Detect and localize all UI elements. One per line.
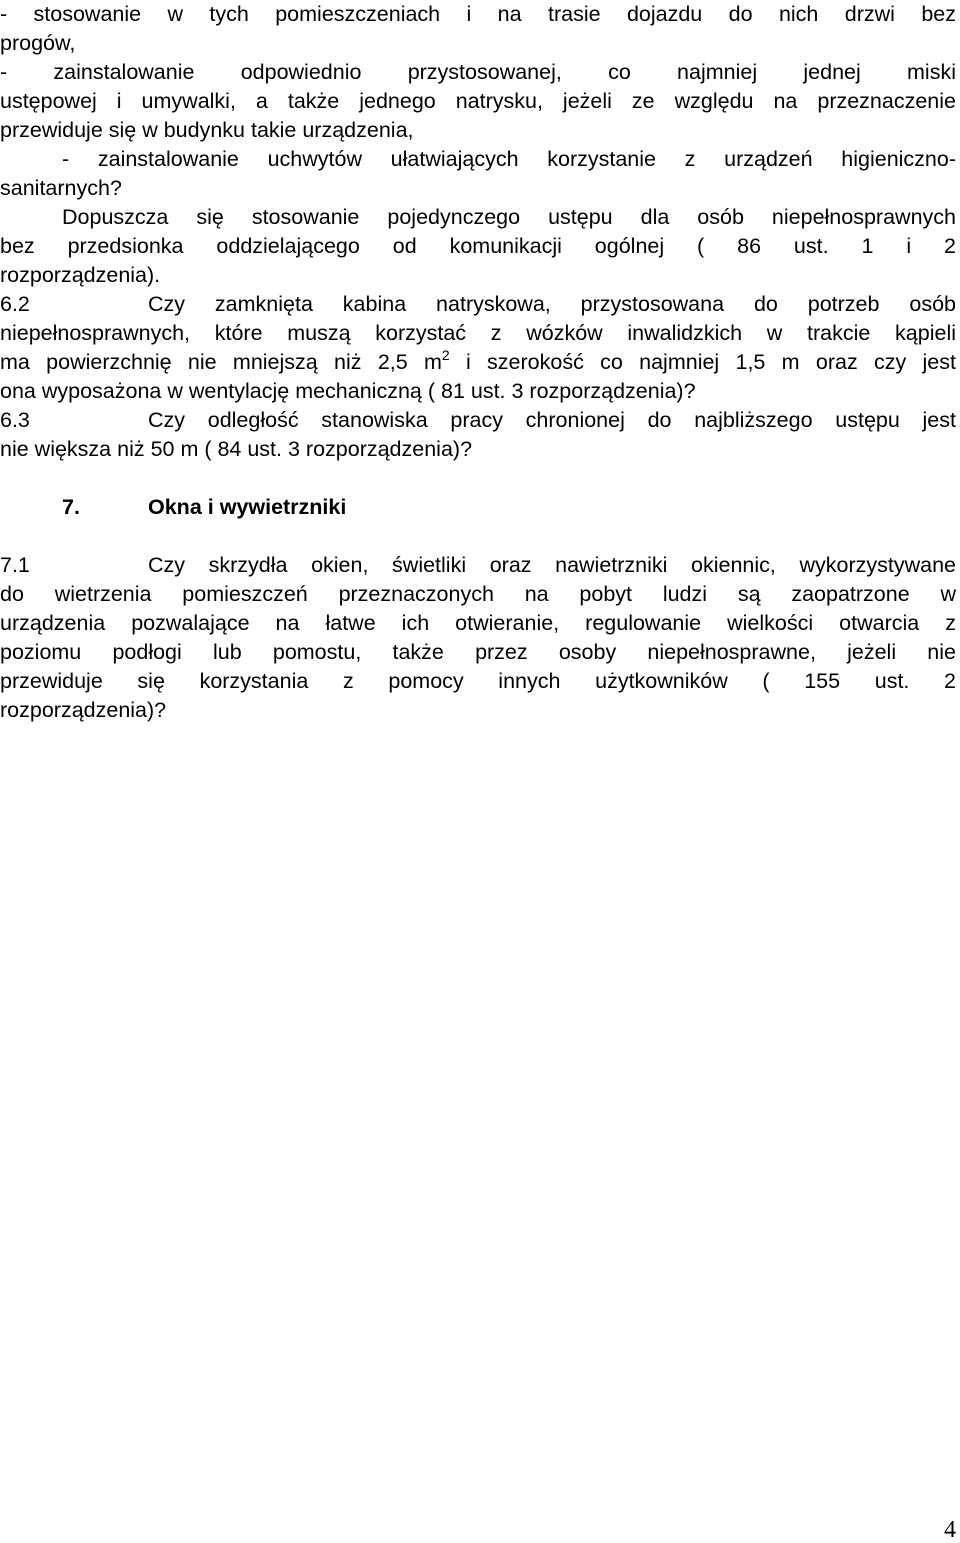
question-text: Czy skrzydła okien, świetliki oraz nawietrzniki okiennic, wykorzystywane: [148, 553, 956, 577]
text-line: ustępowej i umywalki, a także jednego natrysku, jeżeli ze względu na przeznaczenie: [0, 89, 956, 113]
text-line: rozporządzenia)?: [0, 698, 167, 722]
text-line: rozporządzenia).: [0, 263, 161, 287]
text-line: niepełnosprawnych, które muszą korzystać z wózków inwalidzkich w trakcie kąpieli: [0, 321, 956, 345]
text-line: ona wyposażona w wentylację mechaniczną ( 81 ust. 3 rozporządzenia)?: [0, 379, 696, 403]
section-number: 7.: [62, 495, 80, 519]
question-text: Czy odległość stanowiska pracy chronionej do najbliższego ustępu jest: [148, 408, 956, 432]
section-title: Okna i wywietrzniki: [148, 495, 347, 519]
question-text: Czy zamknięta kabina natryskowa, przystosowana do potrzeb osób: [148, 292, 956, 316]
page-number: 4: [944, 1517, 956, 1543]
text-line: przewiduje się korzystania z pomocy innych użytkowników ( 155 ust. 2: [0, 669, 956, 693]
text-line: progów,: [0, 31, 76, 55]
text-line: [0, 348, 956, 377]
text-segment: i szerokość co najmniej 1,5 m oraz czy jest: [449, 350, 956, 374]
question-6-3: [0, 406, 956, 435]
section-heading: [0, 493, 956, 522]
text-line: - zainstalowanie uchwytów ułatwiających korzystanie z urządzeń higieniczno-: [62, 147, 956, 171]
text-line: bez przedsionka oddzielającego od komunikacji ogólnej ( 86 ust. 1 i 2: [0, 234, 956, 258]
text-line: Dopuszcza się stosowanie pojedynczego ustępu dla osób niepełnosprawnych: [62, 205, 956, 229]
question-number: 7.1: [0, 553, 30, 577]
question-number: 6.3: [0, 408, 30, 432]
text-segment: ma powierzchnię nie mniejszą niż 2,5 m: [0, 350, 442, 374]
text-line: poziomu podłogi lub pomostu, także przez osoby niepełnosprawne, jeżeli nie: [0, 640, 956, 664]
text-line: - zainstalowanie odpowiednio przystosowanej, co najmniej jednej miski: [0, 60, 956, 84]
question-7-1: [0, 551, 956, 580]
question-number: 6.2: [0, 292, 30, 316]
superscript: 2: [441, 347, 450, 363]
text-line: do wietrzenia pomieszczeń przeznaczonych na pobyt ludzi są zaopatrzone w: [0, 582, 956, 606]
question-6-2: [0, 290, 956, 319]
text-line: - stosowanie w tych pomieszczeniach i na trasie dojazdu do nich drzwi bez: [0, 2, 956, 26]
text-line: przewiduje się w budynku takie urządzenia,: [0, 118, 414, 142]
text-line: urządzenia pozwalające na łatwe ich otwieranie, regulowanie wielkości otwarcia z: [0, 611, 956, 635]
text-line: sanitarnych?: [0, 176, 122, 200]
text-line: nie większa niż 50 m ( 84 ust. 3 rozporządzenia)?: [0, 437, 473, 461]
